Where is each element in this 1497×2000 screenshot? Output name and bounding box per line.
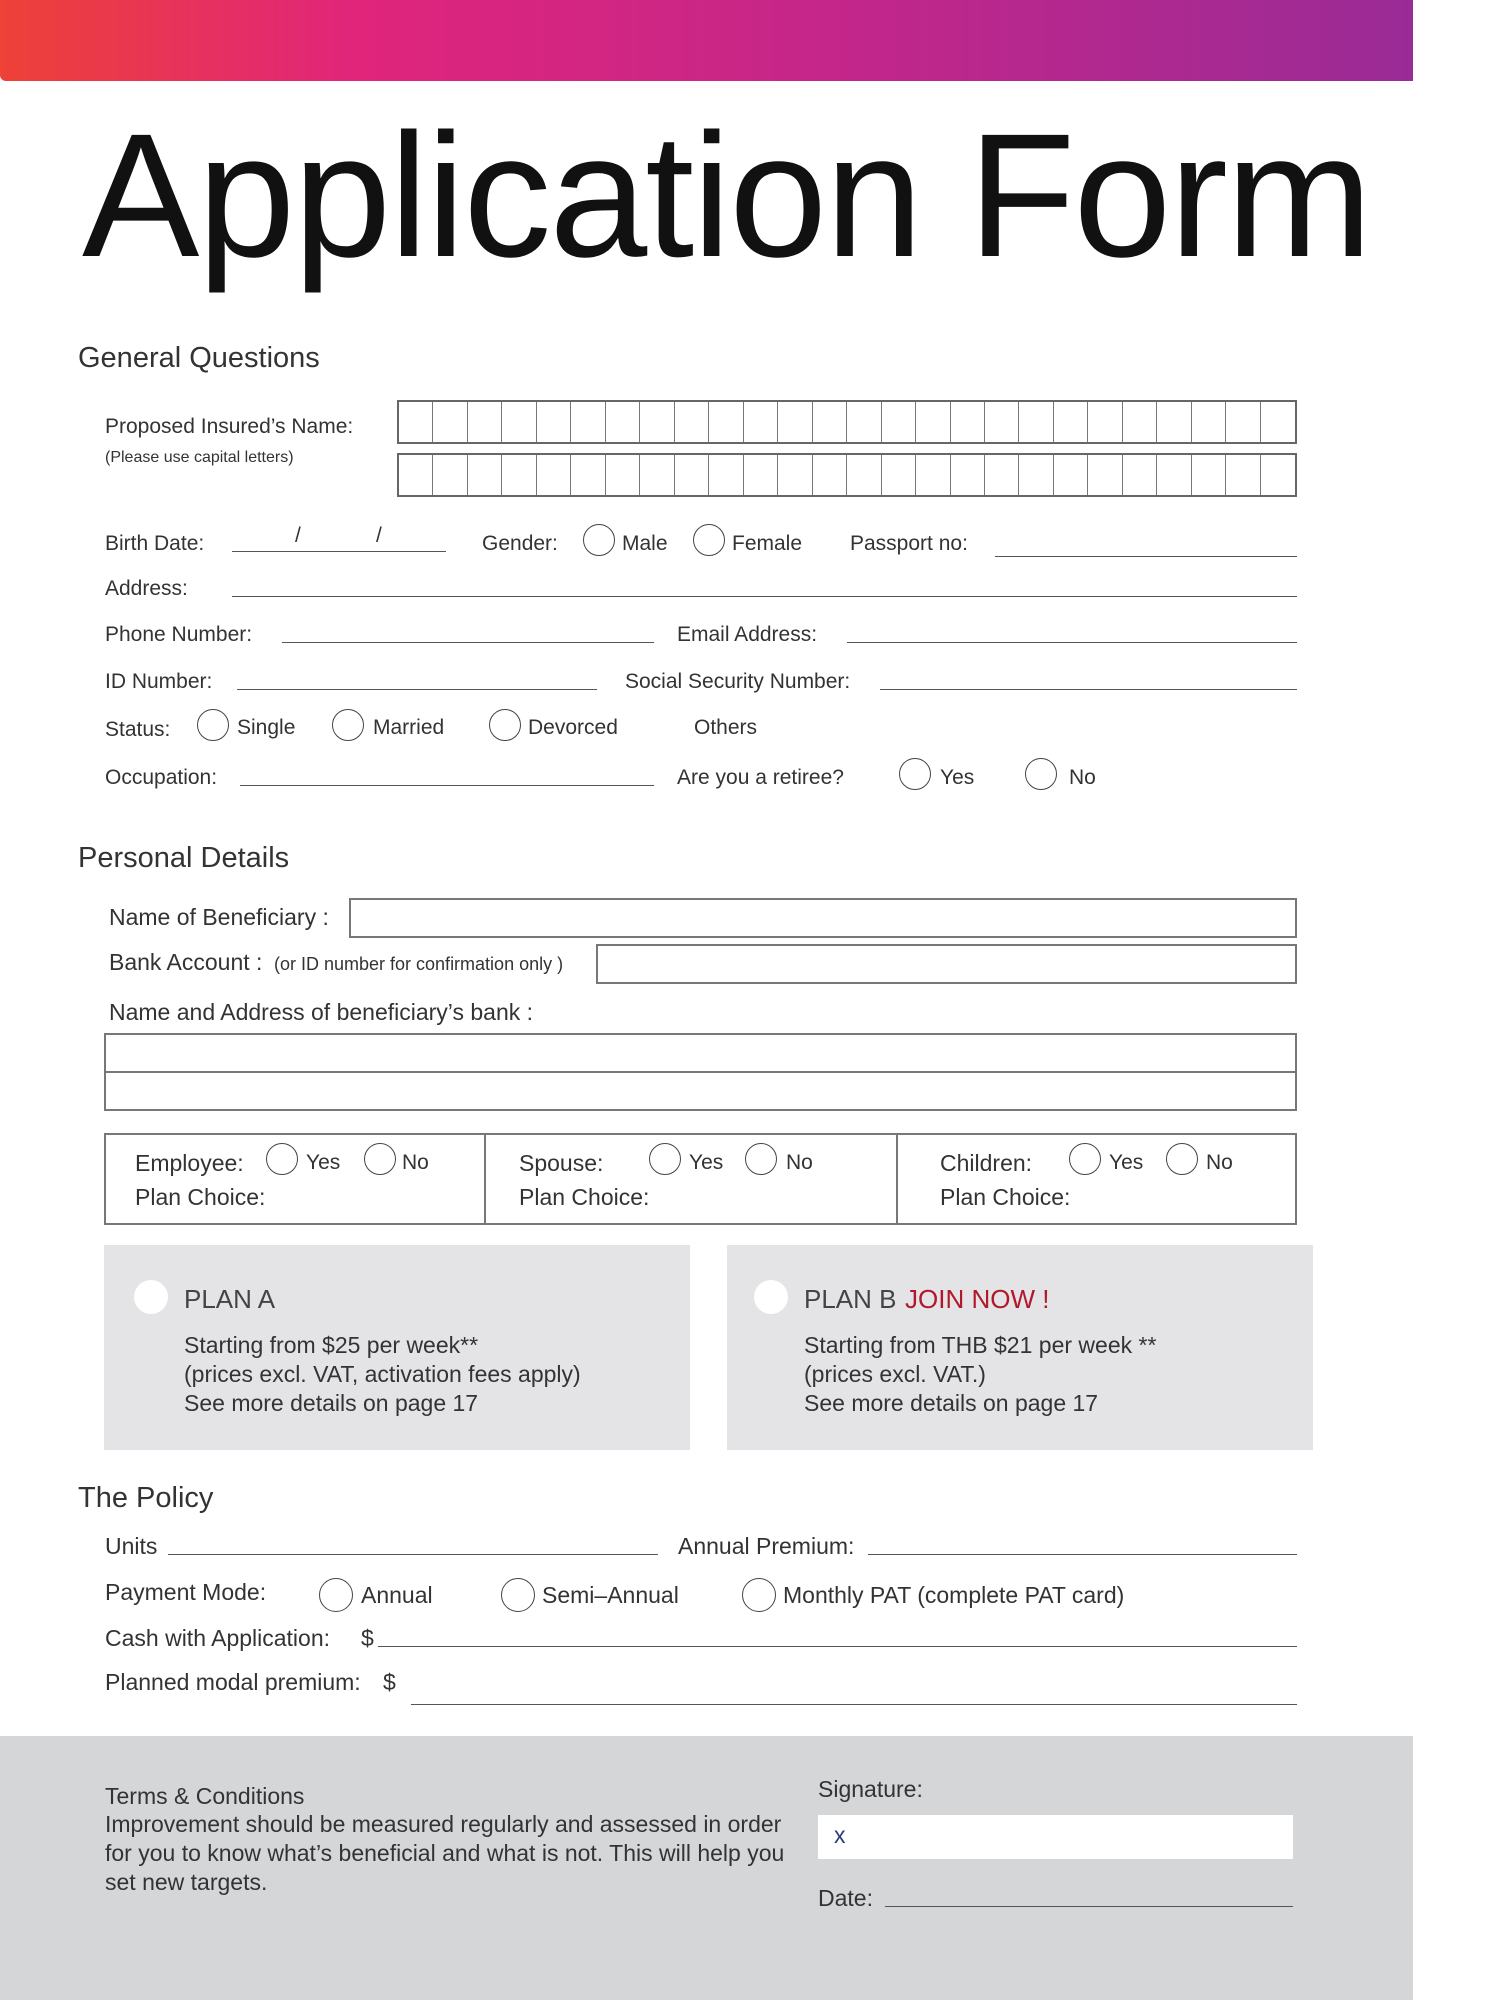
annual-premium-field[interactable] xyxy=(868,1554,1297,1555)
section-general-questions: General Questions xyxy=(78,342,320,374)
mode-annual-radio[interactable] xyxy=(319,1578,353,1612)
mode-semi-annual-label: Semi–Annual xyxy=(542,1582,679,1608)
children-plan-choice-label: Plan Choice: xyxy=(940,1184,1071,1210)
status-divorced-label: Devorced xyxy=(528,716,618,739)
retiree-label: Are you a retiree? xyxy=(677,766,844,789)
email-field[interactable] xyxy=(847,642,1297,643)
plan-a-title: PLAN A xyxy=(184,1284,276,1314)
gender-male-radio[interactable] xyxy=(583,524,615,556)
plan-b-select-radio[interactable] xyxy=(754,1280,788,1314)
plan-b-title: PLAN B xyxy=(804,1284,897,1314)
bank-account-input[interactable] xyxy=(596,944,1297,984)
children-no-label: No xyxy=(1206,1151,1233,1174)
gender-female-label: Female xyxy=(732,532,803,555)
signature-box[interactable] xyxy=(818,1815,1293,1859)
terms-title: Terms & Conditions xyxy=(105,1783,305,1809)
terms-text-line-1: Improvement should be measured regularly and assessed in order xyxy=(105,1811,782,1837)
page-title: Application Form xyxy=(82,98,1371,294)
mode-semi-annual-radio[interactable] xyxy=(501,1578,535,1612)
beneficiary-label: Name of Beneficiary : xyxy=(109,904,329,930)
employee-plan-choice-label: Plan Choice: xyxy=(135,1184,266,1210)
birth-date-field[interactable] xyxy=(232,551,446,552)
cash-with-application-field[interactable] xyxy=(378,1646,1297,1647)
birth-date-separator-2: / xyxy=(376,524,382,547)
passport-field[interactable] xyxy=(995,556,1297,557)
section-the-policy: The Policy xyxy=(78,1482,214,1514)
bank-name-label: Name and Address of beneficiary’s bank : xyxy=(109,999,534,1025)
id-number-label: ID Number: xyxy=(105,670,213,693)
mode-monthly-label: Monthly PAT (complete PAT card) xyxy=(783,1582,1125,1608)
employee-yes-label: Yes xyxy=(306,1151,341,1174)
email-label: Email Address: xyxy=(677,623,818,646)
retiree-yes-label: Yes xyxy=(940,766,975,789)
birth-date-label: Birth Date: xyxy=(105,532,205,555)
terms-text-line-3: set new targets. xyxy=(105,1869,268,1895)
mode-monthly-radio[interactable] xyxy=(742,1578,776,1612)
spouse-plan-choice-label: Plan Choice: xyxy=(519,1184,650,1210)
children-yes-radio[interactable] xyxy=(1069,1143,1101,1175)
payment-mode-label: Payment Mode: xyxy=(105,1579,267,1605)
bank-name-input-line-1[interactable] xyxy=(104,1033,1297,1073)
employee-label: Employee: xyxy=(135,1150,244,1176)
status-married-radio[interactable] xyxy=(332,709,364,741)
coverage-divider-2 xyxy=(896,1133,898,1225)
plan-a-note: (prices excl. VAT, activation fees apply) xyxy=(184,1361,581,1387)
cash-with-application-label: Cash with Application: xyxy=(105,1625,331,1651)
insured-name-grid-row-2[interactable] xyxy=(397,453,1297,497)
status-single-radio[interactable] xyxy=(197,709,229,741)
plan-a-price: Starting from $25 per week** xyxy=(184,1332,479,1358)
bank-account-label: Bank Account : xyxy=(109,949,263,975)
spouse-yes-radio[interactable] xyxy=(649,1143,681,1175)
modal-currency-symbol: $ xyxy=(383,1669,396,1695)
status-single-label: Single xyxy=(237,716,296,739)
bank-name-input-line-2[interactable] xyxy=(104,1071,1297,1111)
beneficiary-input[interactable] xyxy=(349,898,1297,938)
address-label: Address: xyxy=(105,577,188,600)
planned-modal-premium-label: Planned modal premium: xyxy=(105,1669,361,1695)
address-field[interactable] xyxy=(232,596,1297,597)
employee-no-radio[interactable] xyxy=(364,1143,396,1175)
retiree-no-radio[interactable] xyxy=(1025,758,1057,790)
planned-modal-premium-field[interactable] xyxy=(411,1704,1297,1705)
children-no-radio[interactable] xyxy=(1166,1143,1198,1175)
insured-name-hint: (Please use capital letters) xyxy=(105,449,294,466)
occupation-field[interactable] xyxy=(240,785,654,786)
terms-text-line-2: for you to know what’s beneficial and what is not. This will help you xyxy=(105,1840,785,1866)
ssn-label: Social Security Number: xyxy=(625,670,851,693)
spouse-no-radio[interactable] xyxy=(745,1143,777,1175)
retiree-no-label: No xyxy=(1069,766,1096,789)
children-yes-label: Yes xyxy=(1109,1151,1144,1174)
employee-no-label: No xyxy=(402,1151,429,1174)
date-label: Date: xyxy=(818,1885,873,1911)
section-personal-details: Personal Details xyxy=(78,842,290,874)
insured-name-grid-row-1[interactable] xyxy=(397,400,1297,444)
units-label: Units xyxy=(105,1533,158,1559)
insured-name-label: Proposed Insured’s Name: xyxy=(105,415,354,438)
gender-female-radio[interactable] xyxy=(693,524,725,556)
status-others-label: Others xyxy=(694,716,758,739)
spouse-label: Spouse: xyxy=(519,1150,604,1176)
mode-annual-label: Annual xyxy=(361,1582,433,1608)
signature-mark: x xyxy=(834,1822,846,1848)
phone-label: Phone Number: xyxy=(105,623,253,646)
cash-currency-symbol: $ xyxy=(361,1625,374,1651)
plan-b-join-now: JOIN NOW ! xyxy=(905,1284,1050,1314)
bank-account-hint: (or ID number for confirmation only ) xyxy=(274,954,564,974)
retiree-yes-radio[interactable] xyxy=(899,758,931,790)
occupation-label: Occupation: xyxy=(105,766,218,789)
gender-male-label: Male xyxy=(622,532,668,555)
plan-b-details: See more details on page 17 xyxy=(804,1390,1099,1416)
plan-b-note: (prices excl. VAT.) xyxy=(804,1361,986,1387)
plan-b-price: Starting from THB $21 per week ** xyxy=(804,1332,1157,1358)
spouse-no-label: No xyxy=(786,1151,813,1174)
header-gradient-bar xyxy=(0,0,1413,81)
spouse-yes-label: Yes xyxy=(689,1151,724,1174)
phone-field[interactable] xyxy=(282,642,654,643)
signature-label: Signature: xyxy=(818,1776,923,1802)
annual-premium-label: Annual Premium: xyxy=(678,1533,855,1559)
status-label: Status: xyxy=(105,718,171,741)
units-field[interactable] xyxy=(168,1554,658,1555)
status-divorced-radio[interactable] xyxy=(489,709,521,741)
plan-a-details: See more details on page 17 xyxy=(184,1390,479,1416)
date-field[interactable] xyxy=(885,1906,1293,1907)
passport-label: Passport no: xyxy=(850,532,968,555)
coverage-divider-1 xyxy=(484,1133,486,1225)
employee-yes-radio[interactable] xyxy=(266,1143,298,1175)
plan-a-select-radio[interactable] xyxy=(134,1280,168,1314)
footer-panel xyxy=(0,1736,1413,2000)
birth-date-separator-1: / xyxy=(295,524,301,547)
children-label: Children: xyxy=(940,1150,1033,1176)
id-number-field[interactable] xyxy=(237,689,597,690)
ssn-field[interactable] xyxy=(880,689,1297,690)
status-married-label: Married xyxy=(373,716,445,739)
gender-label: Gender: xyxy=(482,532,558,555)
